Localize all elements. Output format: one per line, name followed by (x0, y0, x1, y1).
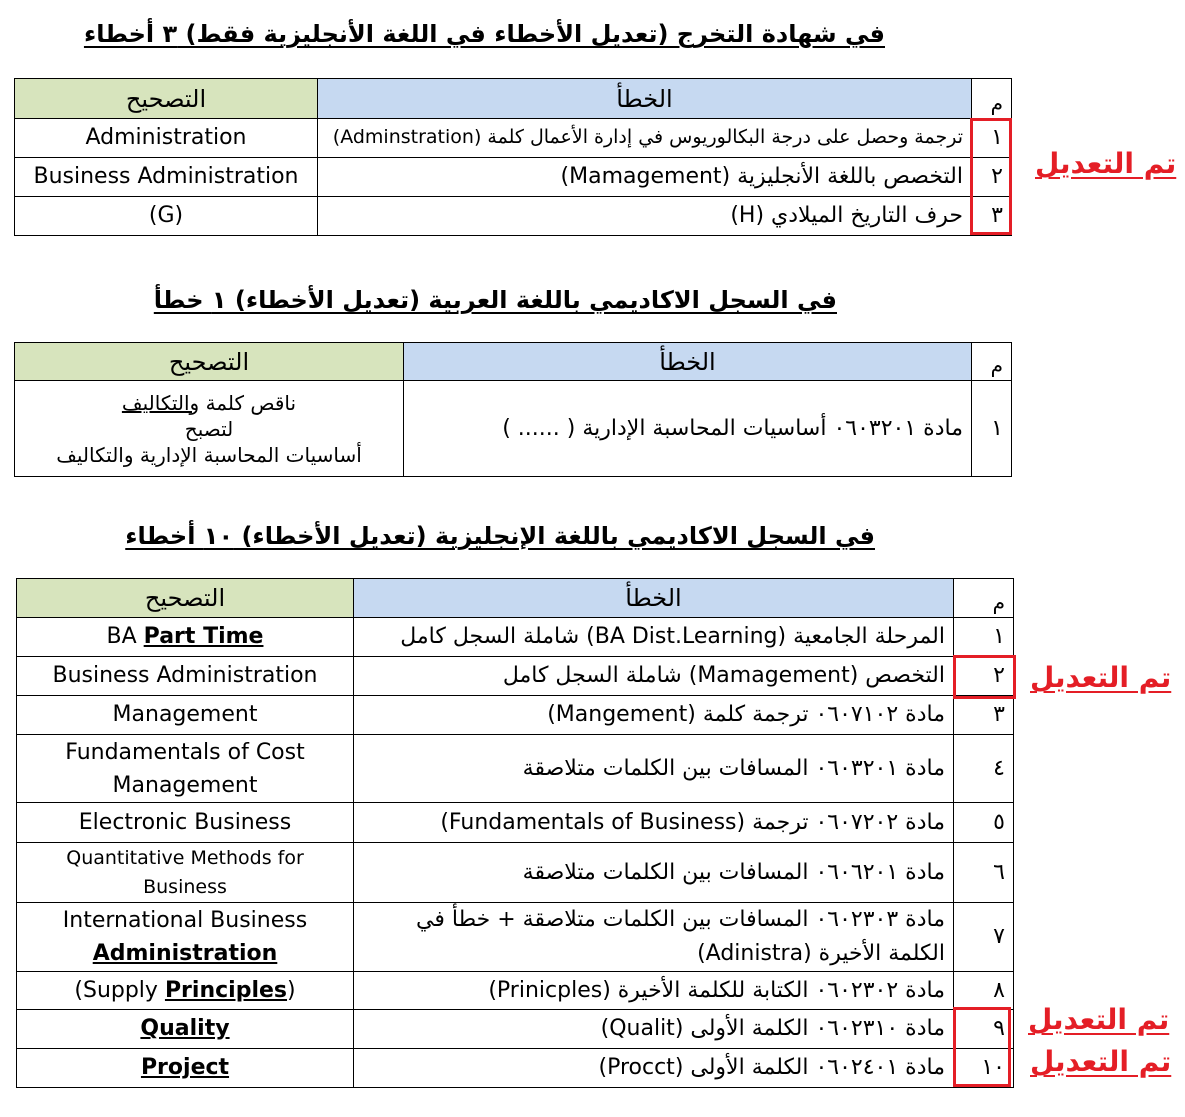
correction-text: (Supply (74, 977, 165, 1003)
correction-emphasis: Project (140, 1055, 230, 1081)
correction-text: أساسيات المحاسبة الإدارية والتكاليف (56, 442, 362, 467)
correction-text: ) (287, 977, 296, 1003)
row-error: مادة ٠٦٠٢٣٠٣ المسافات بين الكلمات متلاصقة + خطأ في الكلمة الأخيرة (Adinistra) (354, 903, 954, 972)
row-correction (17, 618, 354, 657)
row-error: المرحلة الجامعية (BA Dist.Learning) شاملة السجل كامل (354, 618, 954, 657)
row-error: ترجمة وحصل على درجة البكالوريوس في إدارة الأعمال كلمة (Adminstration) (318, 119, 972, 158)
row-error: مادة ٠٦٠٧١٠٢ ترجمة كلمة (Mangement) (354, 696, 954, 735)
table-row (17, 1049, 1014, 1088)
header-error: الخطأ (404, 343, 972, 381)
row-error: مادة ٠٦٠٢٣٠٢ الكتابة للكلمة الأخيرة (Prinicples) (354, 972, 954, 1010)
table-row (17, 696, 1014, 735)
correction-emphasis: Quality (140, 1016, 230, 1042)
row-correction: (G) (15, 197, 318, 236)
section2-title: في السجل الاكاديمي باللغة العربية (تعديل الأخطاء) ١ خطأ (153, 286, 837, 314)
done-label: تم التعديل (1035, 147, 1177, 180)
header-error: الخطأ (354, 579, 954, 618)
done-label: تم التعديل (1028, 1003, 1170, 1036)
header-num: م (954, 579, 1014, 618)
row-correction: Business Administration (17, 657, 354, 696)
section2-table (14, 342, 1012, 477)
correction-text: ناقص كلمة (199, 390, 297, 415)
table-row (15, 158, 1012, 197)
row-error: مادة ٠٦٠٦٢٠١ المسافات بين الكلمات متلاصقة (354, 843, 954, 903)
row-error: مادة ٠٦٠٧٢٠٢ ترجمة (Fundamentals of Business) (354, 803, 954, 843)
done-label: تم التعديل (1030, 1045, 1172, 1078)
row-num: ٢ (972, 158, 1012, 197)
done-label: تم التعديل (1030, 661, 1172, 694)
correction-underlined: والتكاليف (121, 390, 200, 415)
row-error: مادة ٠٦٠٢٣١٠ الكلمة الأولى (Qualit) (354, 1010, 954, 1049)
correction-emphasis: Administration (92, 941, 278, 967)
table-row (17, 972, 1014, 1010)
header-correction: التصحيح (15, 79, 318, 119)
table-row (17, 843, 1014, 903)
row-error: التخصص (Mamagement) شاملة السجل كامل (354, 657, 954, 696)
section3-title: في السجل الاكاديمي باللغة الإنجليزية (تعديل الأخطاء) ١٠ أخطاء (125, 522, 875, 550)
table-row (17, 618, 1014, 657)
table-row (17, 1010, 1014, 1049)
section1-title: في شهادة التخرج (تعديل الأخطاء في اللغة الأنجليزية فقط) ٣ أخطاء (83, 20, 885, 48)
header-error: الخطأ (318, 79, 972, 119)
row-num: ٩ (954, 1010, 1014, 1049)
row-num: ٦ (954, 843, 1014, 903)
row-num: ٣ (954, 696, 1014, 735)
row-error: مادة ٠٦٠٢٤٠١ الكلمة الأولى (Procct) (354, 1049, 954, 1088)
row-correction (17, 1049, 354, 1088)
row-correction: Fundamentals of Cost Management (17, 735, 354, 803)
row-num: ٥ (954, 803, 1014, 843)
highlight-box (953, 1007, 1011, 1087)
row-num: ٤ (954, 735, 1014, 803)
row-error: مادة ٠٦٠٣٢٠١ المسافات بين الكلمات متلاصقة (354, 735, 954, 803)
table-row (15, 197, 1012, 236)
section1-table (14, 78, 1012, 236)
row-num: ٨ (954, 972, 1014, 1010)
row-correction (15, 381, 404, 477)
row-num: ٢ (954, 657, 1014, 696)
row-correction (17, 972, 354, 1010)
row-num: ١٠ (954, 1049, 1014, 1088)
header-correction: التصحيح (17, 579, 354, 618)
table-row (17, 803, 1014, 843)
row-correction (17, 1010, 354, 1049)
table-row (17, 735, 1014, 803)
table-row (15, 381, 1012, 477)
correction-text: BA (106, 624, 144, 650)
row-num: ١ (972, 119, 1012, 158)
highlight-box (970, 118, 1012, 235)
correction-text: لتصبح (184, 416, 234, 441)
highlight-box (953, 655, 1016, 699)
row-num: ٣ (972, 197, 1012, 236)
row-correction: Administration (15, 119, 318, 158)
row-error: التخصص باللغة الأنجليزية (Mamagement) (318, 158, 972, 197)
row-correction: Business Administration (15, 158, 318, 197)
row-num: ١ (972, 381, 1012, 477)
correction-emphasis: Principles (164, 977, 288, 1003)
row-correction: Management (17, 696, 354, 735)
correction-text: International Business (62, 908, 308, 934)
row-correction (17, 903, 354, 972)
row-error: مادة ٠٦٠٣٢٠١ أساسيات المحاسبة الإدارية ( ...... ) (404, 381, 972, 477)
header-correction: التصحيح (15, 343, 404, 381)
table-row (17, 903, 1014, 972)
row-num: ١ (954, 618, 1014, 657)
header-num: م (972, 343, 1012, 381)
row-correction: Quantitative Methods for Business (17, 843, 354, 903)
table-row (17, 657, 1014, 696)
row-num: ٧ (954, 903, 1014, 972)
header-num: م (972, 79, 1012, 119)
table-row (15, 119, 1012, 158)
row-error: حرف التاريخ الميلادي (H) (318, 197, 972, 236)
section3-table (16, 578, 1014, 1088)
correction-emphasis: Part Time (143, 624, 264, 650)
row-correction: Electronic Business (17, 803, 354, 843)
